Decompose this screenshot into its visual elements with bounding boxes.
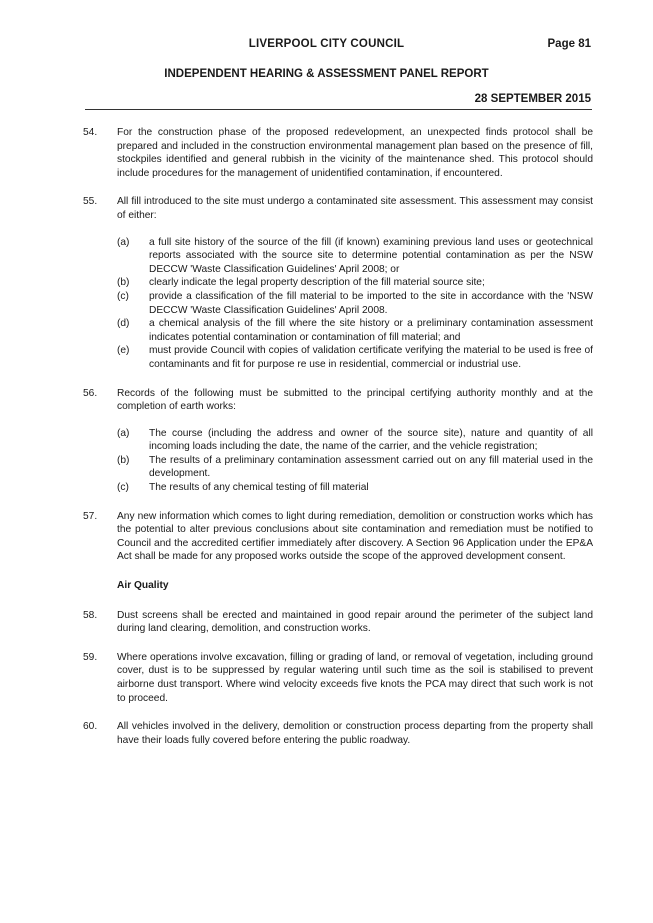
sub-clause-text: The course (including the address and owner of the source site), nature and quantity of all incoming loads including the date, the name of the carrier, and the vehicle registration; bbox=[149, 427, 593, 453]
condition-number: 56. bbox=[83, 387, 98, 399]
sub-clause-b bbox=[117, 276, 593, 290]
condition-56 bbox=[83, 387, 593, 495]
condition-text: Where operations involve excavation, filling or grading of land, or removal of vegetation, including ground cover, dust is to be suppressed by regular watering until such time as the soil is stabilised to prevent airborne dust transport. Where wind velocity exceeds five knots the PCA may direct that such work is not to proceed. bbox=[117, 651, 593, 704]
sub-clause-list bbox=[117, 236, 593, 372]
section-heading-air-quality: Air Quality bbox=[117, 580, 169, 592]
report-title: INDEPENDENT HEARING & ASSESSMENT PANEL REPORT bbox=[164, 68, 489, 80]
condition-59 bbox=[83, 651, 593, 705]
sub-clause-text: a full site history of the source of the fill (if known) examining previous land uses or geotechnical reports associated with the source site to determine potential contamination as per the NSW DECCW 'Waste Classification Guidelines' April 2008; or bbox=[149, 236, 593, 275]
condition-58 bbox=[83, 609, 593, 636]
condition-number: 59. bbox=[83, 651, 98, 663]
page-number: Page 81 bbox=[547, 38, 591, 50]
condition-content bbox=[117, 195, 593, 371]
sub-clause-label: (a) bbox=[117, 236, 130, 248]
condition-content bbox=[117, 387, 593, 495]
sub-clause-list bbox=[117, 427, 593, 495]
council-title: LIVERPOOL CITY COUNCIL bbox=[248, 38, 405, 50]
condition-number: 55. bbox=[83, 196, 98, 208]
sub-clause-c bbox=[117, 290, 593, 317]
sub-clause-text: a chemical analysis of the fill where the site history or a preliminary contamination assessment indicates potential contamination or contamination of fill material; and bbox=[149, 318, 593, 343]
condition-text: All fill introduced to the site must undergo a contaminated site assessment. This assessment may consist of either: bbox=[117, 196, 593, 221]
sub-clause-label: (e) bbox=[117, 345, 130, 357]
sub-clause-a bbox=[117, 236, 593, 277]
sub-clause-text: must provide Council with copies of validation certificate verifying the material to be used is free of contaminants and fit for purpose re use in residential, commercial or industrial use. bbox=[149, 345, 593, 370]
report-date: 28 SEPTEMBER 2015 bbox=[474, 93, 591, 105]
sub-clause-text: clearly indicate the legal property description of the fill material source site; bbox=[149, 277, 485, 289]
condition-57 bbox=[83, 510, 593, 564]
condition-55 bbox=[83, 195, 593, 371]
condition-60 bbox=[83, 720, 593, 747]
condition-text: Dust screens shall be erected and maintained in good repair around the perimeter of the subject land during land clearing, demolition, and construction works. bbox=[117, 609, 593, 635]
sub-clause-label: (d) bbox=[117, 318, 130, 330]
condition-number: 57. bbox=[83, 510, 98, 522]
sub-clause-b bbox=[117, 454, 593, 481]
condition-number: 54. bbox=[83, 127, 98, 138]
sub-clause-label: (c) bbox=[117, 482, 129, 494]
condition-text: Records of the following must be submitted to the principal certifying authority monthly and at the completion of earth works: bbox=[117, 387, 593, 413]
condition-text: For the construction phase of the proposed redevelopment, an unexpected finds protocol shall be prepared and included in the construction environmental management plan based on the presence of fill, stockpiles identified and general rubbish in the vicinity of the maintenance shed. This protocol should include procedures for the management of unidentified contamination, if encountered. bbox=[117, 127, 593, 179]
sub-clause-label: (b) bbox=[117, 454, 130, 466]
condition-54 bbox=[83, 126, 593, 180]
sub-clause-c bbox=[117, 481, 593, 495]
sub-clause-text: provide a classification of the fill material to be imported to the site in accordance with the 'NSW DECCW 'Waste Classification Guidelines' April 2008. bbox=[149, 290, 593, 316]
condition-number: 58. bbox=[83, 609, 98, 621]
sub-clause-text: The results of any chemical testing of fill material bbox=[149, 482, 369, 494]
sub-clause-label: (c) bbox=[117, 290, 129, 302]
sub-clause-d bbox=[117, 317, 593, 344]
conditions-body bbox=[83, 126, 593, 762]
condition-number: 60. bbox=[83, 721, 98, 733]
sub-clause-text: The results of a preliminary contamination assessment carried out on any fill material used in the development. bbox=[149, 454, 593, 480]
condition-text: All vehicles involved in the delivery, demolition or construction process departing from the property shall have their loads fully covered before entering the public roadway. bbox=[117, 721, 593, 746]
condition-text: Any new information which comes to light during remediation, demolition or construction works which has the potential to alter previous conclusions about site contamination and remediation must be notified to Council and the accredited certifier immediately after discovery. A Section 96 Application under the EP&A Act shall be made for any proposed works outside the scope of the approved development consent. bbox=[117, 510, 593, 563]
sub-clause-label: (b) bbox=[117, 277, 130, 289]
sub-clause-label: (a) bbox=[117, 427, 130, 439]
sub-clause-e bbox=[117, 344, 593, 371]
sub-clause-a bbox=[117, 427, 593, 454]
header-divider bbox=[85, 109, 592, 110]
